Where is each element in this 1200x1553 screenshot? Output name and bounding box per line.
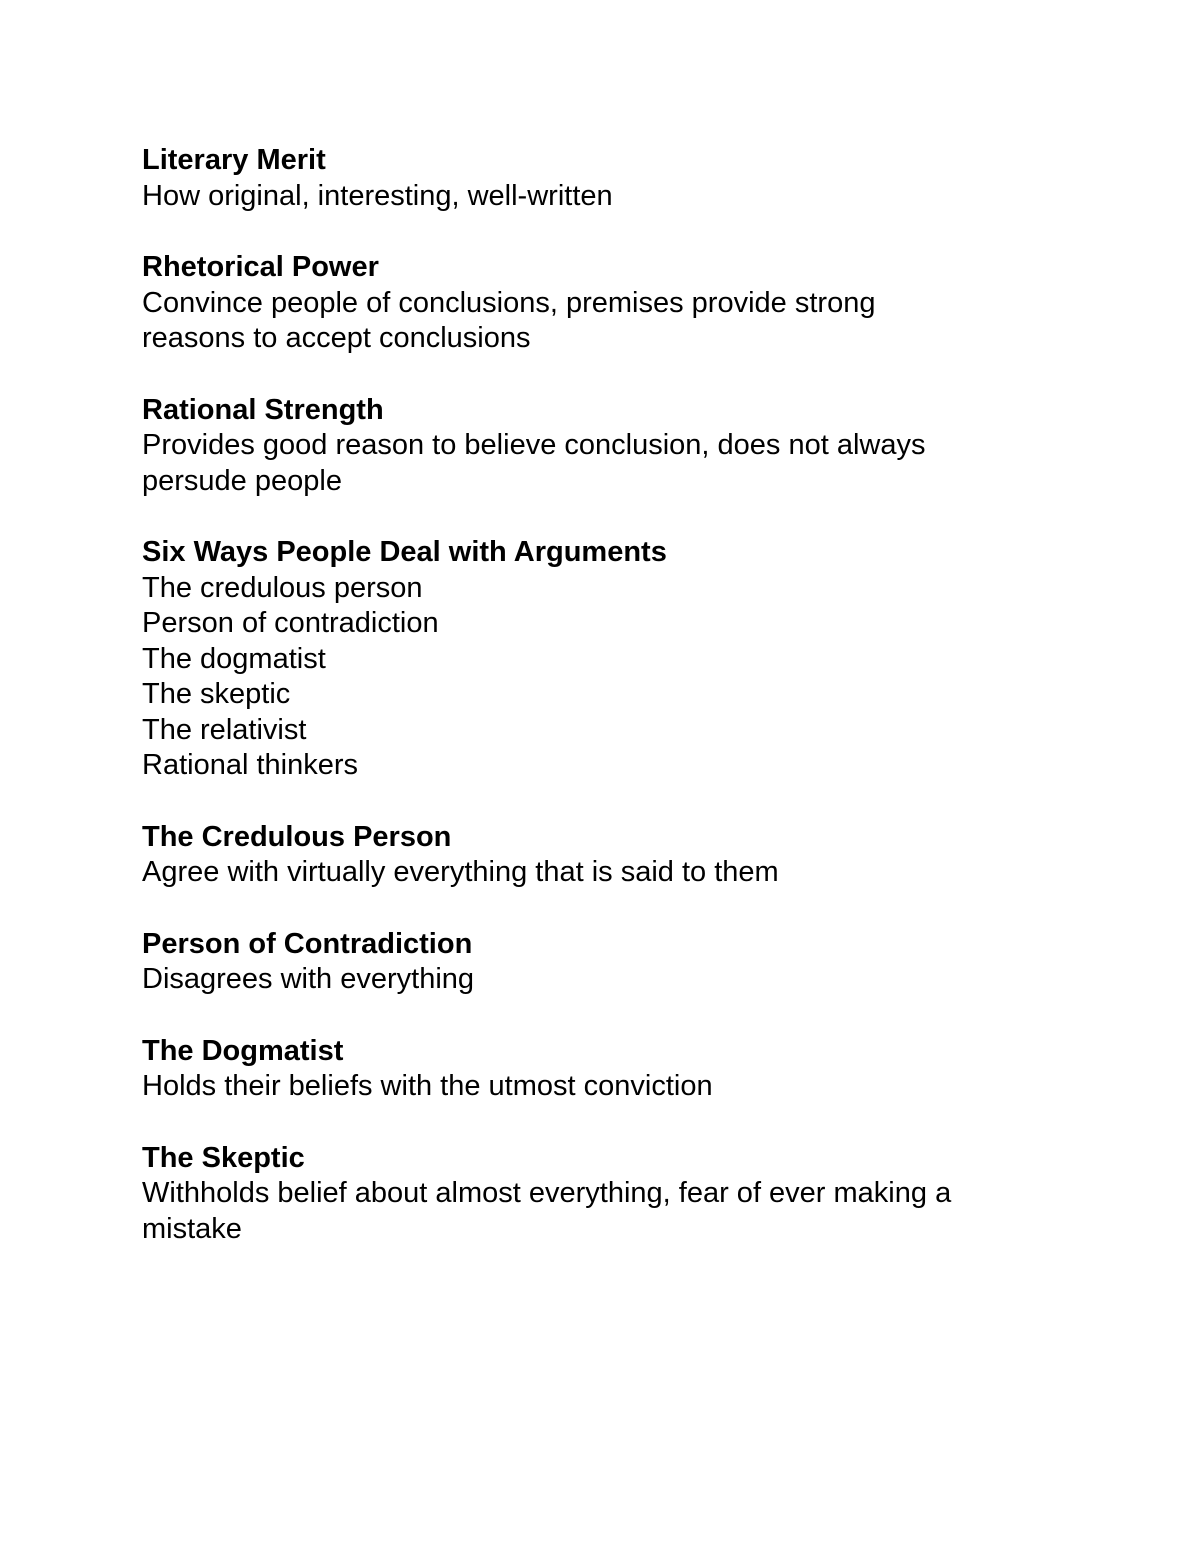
- section-rhetorical-power: [142, 250, 1062, 357]
- document-body: [142, 143, 1062, 1283]
- section-heading: Six Ways People Deal with Arguments: [142, 536, 667, 568]
- section-heading: Rhetorical Power: [142, 251, 379, 283]
- section-text: Disagrees with everything: [142, 963, 475, 995]
- section-six-ways: [142, 535, 1062, 784]
- section-heading: The Credulous Person: [142, 820, 452, 853]
- section-text: Withholds belief about almost everything, fear of ever making a: [142, 1177, 952, 1209]
- section-heading: Rational Strength: [142, 393, 384, 426]
- section-text: How original, interesting, well-written: [142, 179, 613, 212]
- section-literary-merit: [142, 143, 1062, 214]
- section-text: Agree with virtually everything that is said to them: [142, 856, 779, 888]
- section-text: Provides good reason to believe conclusion, does not always: [142, 429, 926, 461]
- section-text: reasons to accept conclusions: [142, 322, 531, 354]
- section-text: mistake: [142, 1212, 242, 1245]
- section-rational-strength: [142, 393, 1062, 500]
- section-text: Holds their beliefs with the utmost conviction: [142, 1070, 713, 1102]
- list-item: Rational thinkers: [142, 749, 358, 781]
- section-heading: Literary Merit: [142, 144, 326, 176]
- list-item: The skeptic: [142, 678, 291, 710]
- section-skeptic: [142, 1141, 1062, 1248]
- section-dogmatist: [142, 1034, 1062, 1105]
- section-text: Convince people of conclusions, premises provide strong: [142, 286, 876, 319]
- list-item: The relativist: [142, 713, 307, 746]
- section-heading: Person of Contradiction: [142, 927, 473, 960]
- section-text: persude people: [142, 464, 342, 497]
- section-credulous-person: [142, 820, 1062, 891]
- list-item: The dogmatist: [142, 642, 326, 675]
- section-person-of-contradiction: [142, 927, 1062, 998]
- list-item: Person of contradiction: [142, 607, 439, 639]
- list-item: The credulous person: [142, 571, 423, 604]
- section-heading: The Dogmatist: [142, 1034, 344, 1067]
- section-heading: The Skeptic: [142, 1141, 305, 1174]
